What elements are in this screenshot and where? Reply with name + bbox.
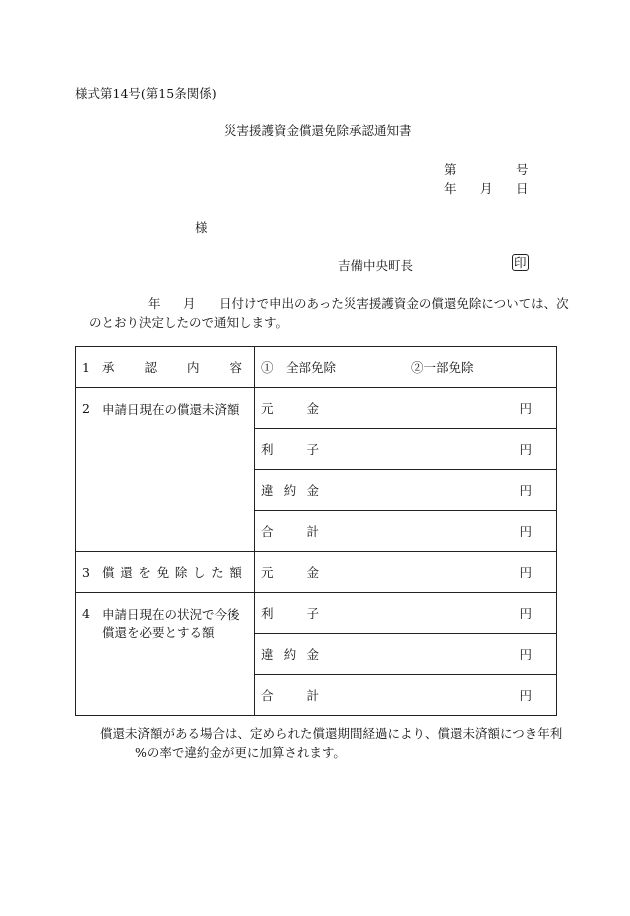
item-key: 元 金 [261, 565, 319, 580]
body-line2: のとおり決定したので通知します。 [89, 315, 289, 330]
item-key: 利 子 [261, 442, 319, 457]
option-full-exemption: ① 全部免除 [261, 360, 337, 375]
table-row [76, 593, 557, 634]
seal-mark: 印 [514, 255, 527, 270]
issuer-name: 吉備中央町長 [338, 258, 414, 273]
row1-label-cell [76, 347, 255, 388]
row2-item-total [255, 511, 557, 552]
row2-label: 申請日現在の償還未済額 [102, 402, 240, 417]
row2-item-principal [255, 388, 557, 429]
item-key: 合 計 [261, 688, 319, 703]
footer-line1: 償還未済額がある場合は、定められた償還期間経過により、償還未済額につき年利 [100, 726, 563, 741]
number-prefix: 第 [444, 162, 457, 177]
date-month: 月 [480, 181, 493, 196]
row4-label-cell [76, 593, 255, 716]
body-month: 月 [183, 296, 196, 311]
row4-num: 4 [82, 606, 90, 621]
table-row [76, 347, 557, 388]
body-year: 年 [148, 296, 161, 311]
item-unit: 円 [519, 647, 532, 662]
row3-item-principal [255, 552, 557, 593]
row2-item-penalty [255, 470, 557, 511]
footer-line2: %の率で違約金が更に加算されます。 [135, 745, 346, 760]
issuer-seal [512, 254, 529, 271]
row1-label: 承 認 内 容 [102, 360, 242, 375]
item-key: 利 子 [261, 606, 319, 621]
row2-num: 2 [82, 401, 90, 416]
item-unit: 円 [519, 565, 532, 580]
item-key: 合 計 [261, 524, 319, 539]
date-day: 日 [516, 181, 529, 196]
table-row [76, 552, 557, 593]
row4-item-penalty [255, 634, 557, 675]
row4-item-total [255, 675, 557, 716]
item-unit: 円 [519, 442, 532, 457]
row4-item-interest [255, 593, 557, 634]
item-unit: 円 [519, 483, 532, 498]
row3-label-cell [76, 552, 255, 593]
row1-value-cell [255, 347, 557, 388]
item-unit: 円 [519, 401, 532, 416]
item-key: 違 約 金 [261, 483, 319, 498]
row3-label: 償 還 を 免 除 し た 額 [102, 565, 242, 580]
addressee-honorific: 様 [195, 220, 208, 235]
row1-num: 1 [82, 359, 90, 375]
option-partial-exemption: ②一部免除 [411, 360, 474, 375]
item-key: 違 約 金 [261, 647, 319, 662]
date-year: 年 [444, 181, 457, 196]
document-title: 災害援護資金償還免除承認通知書 [224, 123, 412, 138]
table-row [76, 388, 557, 429]
body-line1: 日付けで申出のあった災害援護資金の償還免除については、次 [219, 296, 569, 311]
row3-num: 3 [82, 564, 90, 580]
row2-item-interest [255, 429, 557, 470]
item-unit: 円 [519, 688, 532, 703]
item-unit: 円 [519, 524, 532, 539]
row2-label-cell [76, 388, 255, 552]
number-suffix: 号 [516, 162, 529, 177]
row4-label: 申請日現在の状況で今後償還を必要とする額 [102, 607, 240, 640]
item-unit: 円 [519, 606, 532, 621]
item-key: 元 金 [261, 401, 319, 416]
form-number: 様式第14号(第15条関係) [75, 86, 217, 101]
approval-table [75, 346, 557, 716]
